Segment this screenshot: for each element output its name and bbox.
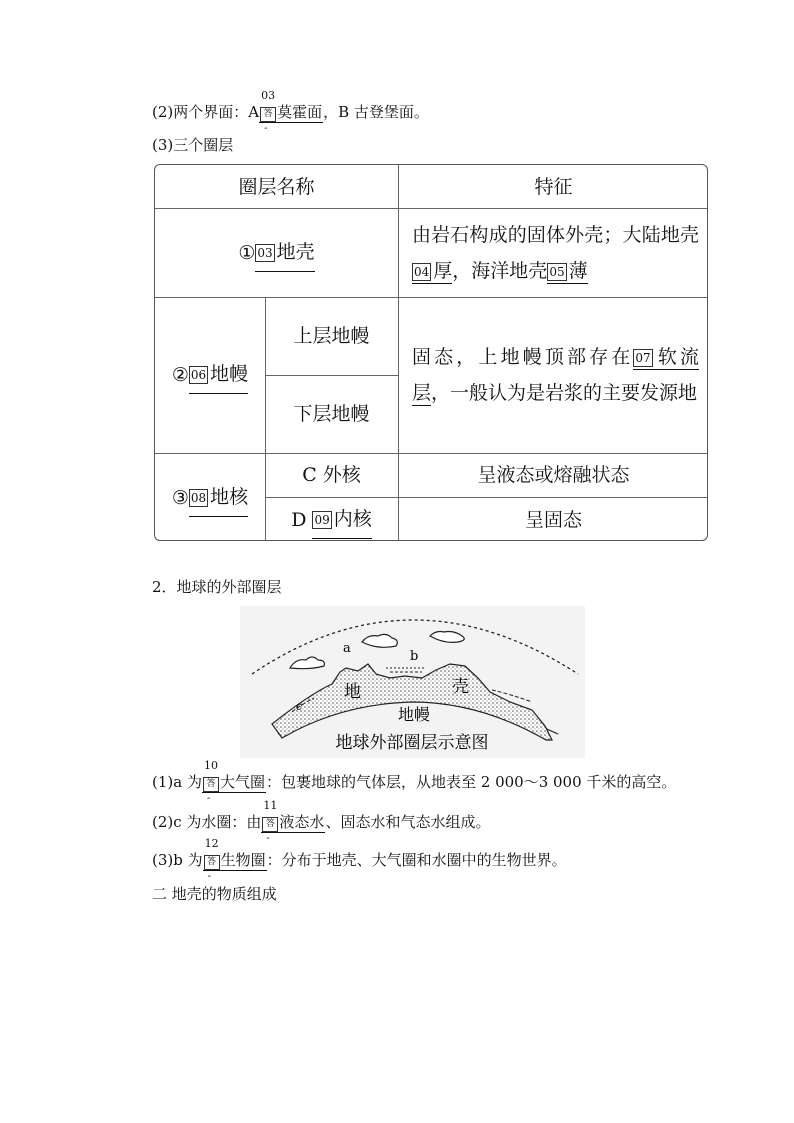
label-crust-left: 地 [344, 682, 361, 702]
outer-core-cell: C 外核 [302, 464, 361, 486]
core-name-cell: ③ 08 地核 [155, 453, 265, 541]
label-mantle: 地幔 [398, 705, 431, 724]
answer-mark-icon: 答 [262, 817, 278, 832]
crust-feature-cell: 由岩石构成的固体外壳；大陆地壳04 厚，海洋地壳 05 薄 [412, 223, 699, 282]
layers-table [154, 164, 708, 541]
answer-blank-crust[interactable]: 03 地壳 [255, 234, 314, 272]
lower-mantle-cell: 下层地幔 [293, 403, 370, 425]
item-atmosphere: (1)a 为 10 答 大气圈 - ：包裹地球的气体层，从地表至 2 000～3 000 千米的高空。 [152, 759, 677, 804]
answer-mark-icon: 答 [203, 777, 219, 792]
item-hydrosphere: (2)c 为水圈：由 11 答 液态水 - 、固态水和气态水组成。 [152, 799, 491, 844]
header-layer-name: 圈层名称 [238, 175, 315, 198]
answer-blank-thin[interactable]: 05 薄 [549, 259, 588, 282]
answer-mark-icon: 答 [204, 855, 220, 870]
answer-blank-core[interactable]: 08 地核 [189, 479, 248, 517]
inner-core-feature-cell: 呈固态 [524, 508, 582, 531]
label-crust-right: 壳 [452, 677, 469, 697]
outer-core-feature-cell: 呈液态或熔融状态 [477, 464, 630, 486]
section-two-heading: 二 地壳的物质组成 [152, 885, 277, 903]
answer-blank-thick[interactable]: 04 厚 [414, 259, 453, 282]
item-biosphere: (3)b 为 12 答 生物圈 - ：分布于地壳、大气圈和水圈中的生物世界。 [152, 837, 567, 882]
interfaces-line: (2)两个界面：A 03 答 莫霍面 - ，B 古登堡面。 [152, 89, 429, 134]
answer-blank-10[interactable]: 10 答 大气圈 - [203, 759, 265, 804]
label-c: c [296, 700, 303, 713]
section2-title: 2．地球的外部圈层 [152, 578, 282, 596]
crust-name-cell: ① 03 地壳 [155, 208, 398, 297]
answer-blank-11[interactable]: 11 答 液态水 - [263, 799, 325, 844]
figure-caption: 地球外部圈层示意图 [335, 733, 489, 753]
answer-blank-asthenosphere[interactable]: 07 软流层 [412, 346, 699, 404]
answer-blank-03[interactable]: 03 答 莫霍面 - [261, 89, 323, 134]
label-a: a [343, 641, 351, 656]
inner-core-cell: D 09 内核 [265, 497, 398, 541]
layers-heading: (3)三个圈层 [152, 136, 234, 154]
outer-layers-diagram [240, 606, 585, 758]
answer-mark-icon: 答 [260, 107, 276, 122]
upper-mantle-cell: 上层地幔 [293, 325, 370, 347]
mantle-feature-cell: 固态，上地幔顶部存在 07 软流层，一般认为是岩浆的主要发源地 [412, 346, 699, 404]
label-b: b [410, 649, 419, 664]
header-feature: 特征 [534, 175, 573, 198]
answer-blank-inner-core[interactable]: 09 内核 [312, 501, 371, 539]
answer-blank-mantle[interactable]: 06 地幔 [189, 356, 248, 394]
answer-blank-12[interactable]: 12 答 生物圈 - [204, 837, 266, 882]
mantle-name-cell: ② 06 地幔 [155, 297, 265, 453]
